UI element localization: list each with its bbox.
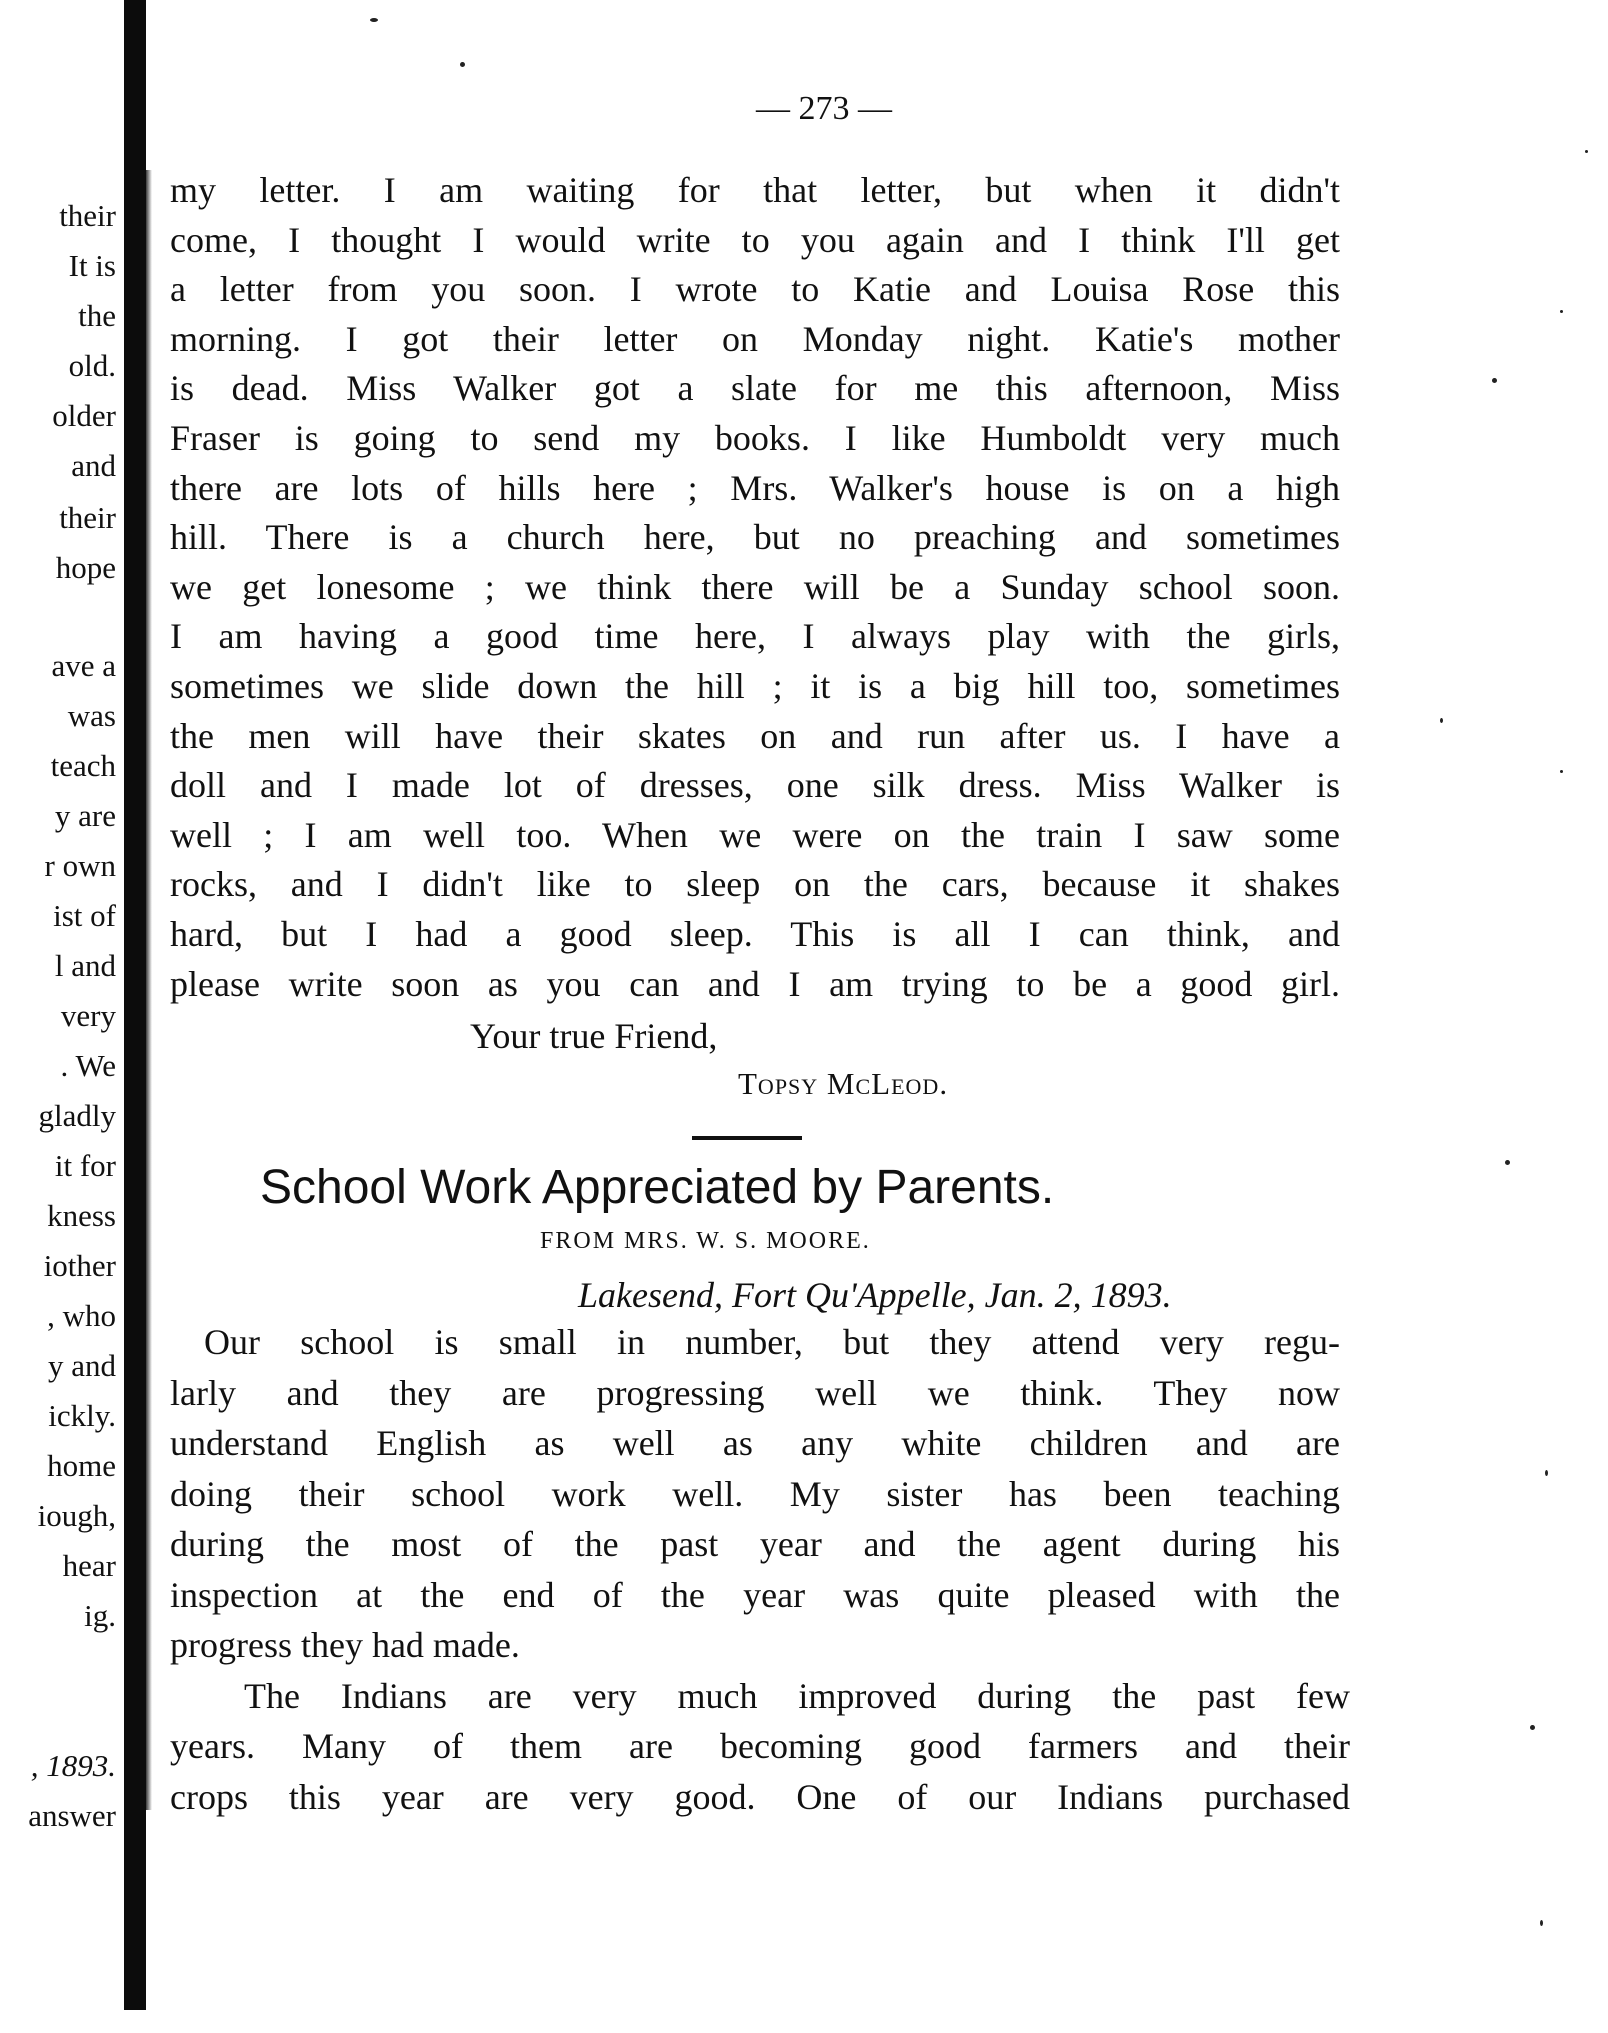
previous-page-fragment: , who [47, 1298, 116, 1333]
scan-speck [1545, 1470, 1548, 1476]
article-line: The Indians are very much improved during the past few [244, 1676, 1350, 1716]
previous-page-fragment: was [67, 698, 116, 733]
letter-line: the men will have their skates on and run after us. I have a [170, 716, 1340, 756]
previous-page-fragment: It is [68, 248, 116, 283]
letter-line: we get lonesome ; we think there will be a Sunday school soon. [170, 567, 1340, 607]
spine-shadow [146, 170, 152, 1810]
previous-page-fragment: kness [47, 1198, 116, 1233]
article-line: larly and they are progressing well we think. They now [170, 1373, 1340, 1413]
article-line: during the most of the past year and the agent during his [170, 1524, 1340, 1564]
previous-page-fragment: their [59, 500, 116, 535]
letter-line: morning. I got their letter on Monday night. Katie's mother [170, 319, 1340, 359]
scan-speck [1540, 1920, 1543, 1926]
article-line: crops this year are very good. One of our Indians purchased [170, 1777, 1350, 1817]
scan-speck [1560, 310, 1563, 313]
letter-line: rocks, and I didn't like to sleep on the cars, because it shakes [170, 864, 1340, 904]
previous-page-fragment: iough, [37, 1498, 116, 1533]
page-number: — 273 — [756, 90, 892, 127]
previous-page-fragment: teach [50, 748, 116, 783]
scan-speck [1530, 1725, 1535, 1730]
previous-page-fragment: y and [47, 1348, 116, 1383]
previous-page-fragment: . We [60, 1048, 116, 1083]
previous-page-fragment: hope [55, 550, 116, 585]
letter-line: sometimes we slide down the hill ; it is a big hill too, sometimes [170, 666, 1340, 706]
letter-line: Fraser is going to send my books. I like Humboldt very much [170, 418, 1340, 458]
scan-speck [460, 62, 465, 67]
previous-page-fragment: very [60, 998, 116, 1033]
letter-line: hill. There is a church here, but no preaching and sometimes [170, 517, 1340, 557]
scan-speck [1560, 770, 1563, 773]
article-line: progress they had made. [170, 1625, 520, 1665]
previous-page-fragment: older [52, 398, 116, 433]
article-line: Our school is small in number, but they attend very regu- [204, 1322, 1340, 1362]
previous-page-fragment: gladly [38, 1098, 116, 1133]
previous-page-fragment: home [47, 1448, 116, 1483]
previous-page-fragment: their [59, 198, 116, 233]
previous-page-fragment: r own [44, 848, 116, 883]
letter-line: well ; I am well too. When we were on the train I saw some [170, 815, 1340, 855]
previous-page-fragment: ave a [51, 648, 116, 683]
article-line: years. Many of them are becoming good farmers and their [170, 1726, 1350, 1766]
scan-speck [1505, 1160, 1510, 1165]
previous-page-fragment: y are [54, 798, 116, 833]
letter-line: there are lots of hills here ; Mrs. Walker's house is on a high [170, 468, 1340, 508]
letter-line: please write soon as you can and I am trying to be a good girl. [170, 964, 1340, 1004]
letter-closing: Your true Friend, [470, 1016, 718, 1056]
article-title: School Work Appreciated by Parents. [260, 1161, 1055, 1214]
scan-speck [1440, 718, 1443, 723]
previous-page-fragment: l and [54, 948, 116, 983]
previous-page-fragment: hear [62, 1548, 116, 1583]
previous-page-fragment: and [71, 448, 116, 483]
letter-line: is dead. Miss Walker got a slate for me this afternoon, Miss [170, 368, 1340, 408]
previous-page-fragment: ickly. [48, 1398, 116, 1433]
section-divider [692, 1136, 802, 1140]
letter-line: hard, but I had a good sleep. This is all I can think, and [170, 914, 1340, 954]
previous-page-fragment: it for [54, 1148, 116, 1183]
letter-line: I am having a good time here, I always play with the girls, [170, 616, 1340, 656]
letter-signature: Topsy McLeod. [738, 1066, 949, 1101]
previous-page-fragment: answer [28, 1798, 116, 1833]
letter-line: a letter from you soon. I wrote to Katie and Louisa Rose this [170, 269, 1340, 309]
letter-line: doll and I made lot of dresses, one silk dress. Miss Walker is [170, 765, 1340, 805]
scan-speck [1585, 150, 1588, 153]
article-line: doing their school work well. My sister has been teaching [170, 1474, 1340, 1514]
book-spine [124, 0, 146, 2010]
article-dateline: Lakesend, Fort Qu'Appelle, Jan. 2, 1893. [578, 1275, 1172, 1315]
article-line: inspection at the end of the year was quite pleased with the [170, 1575, 1340, 1615]
previous-page-fragment: ist of [53, 898, 116, 933]
article-line: understand English as well as any white children and are [170, 1423, 1340, 1463]
letter-line: come, I thought I would write to you again and I think I'll get [170, 220, 1340, 260]
scan-speck [1492, 378, 1497, 383]
previous-page-fragment: the [78, 298, 116, 333]
article-byline: FROM MRS. W. S. MOORE. [540, 1228, 871, 1254]
previous-page-fragment: old. [68, 348, 116, 383]
scan-speck [370, 18, 378, 22]
previous-page-column [0, 0, 122, 2033]
previous-page-fragment: , 1893. [30, 1748, 116, 1783]
letter-line: my letter. I am waiting for that letter, but when it didn't [170, 170, 1340, 210]
previous-page-fragment: ig. [84, 1598, 116, 1633]
previous-page-fragment: iother [43, 1248, 116, 1283]
